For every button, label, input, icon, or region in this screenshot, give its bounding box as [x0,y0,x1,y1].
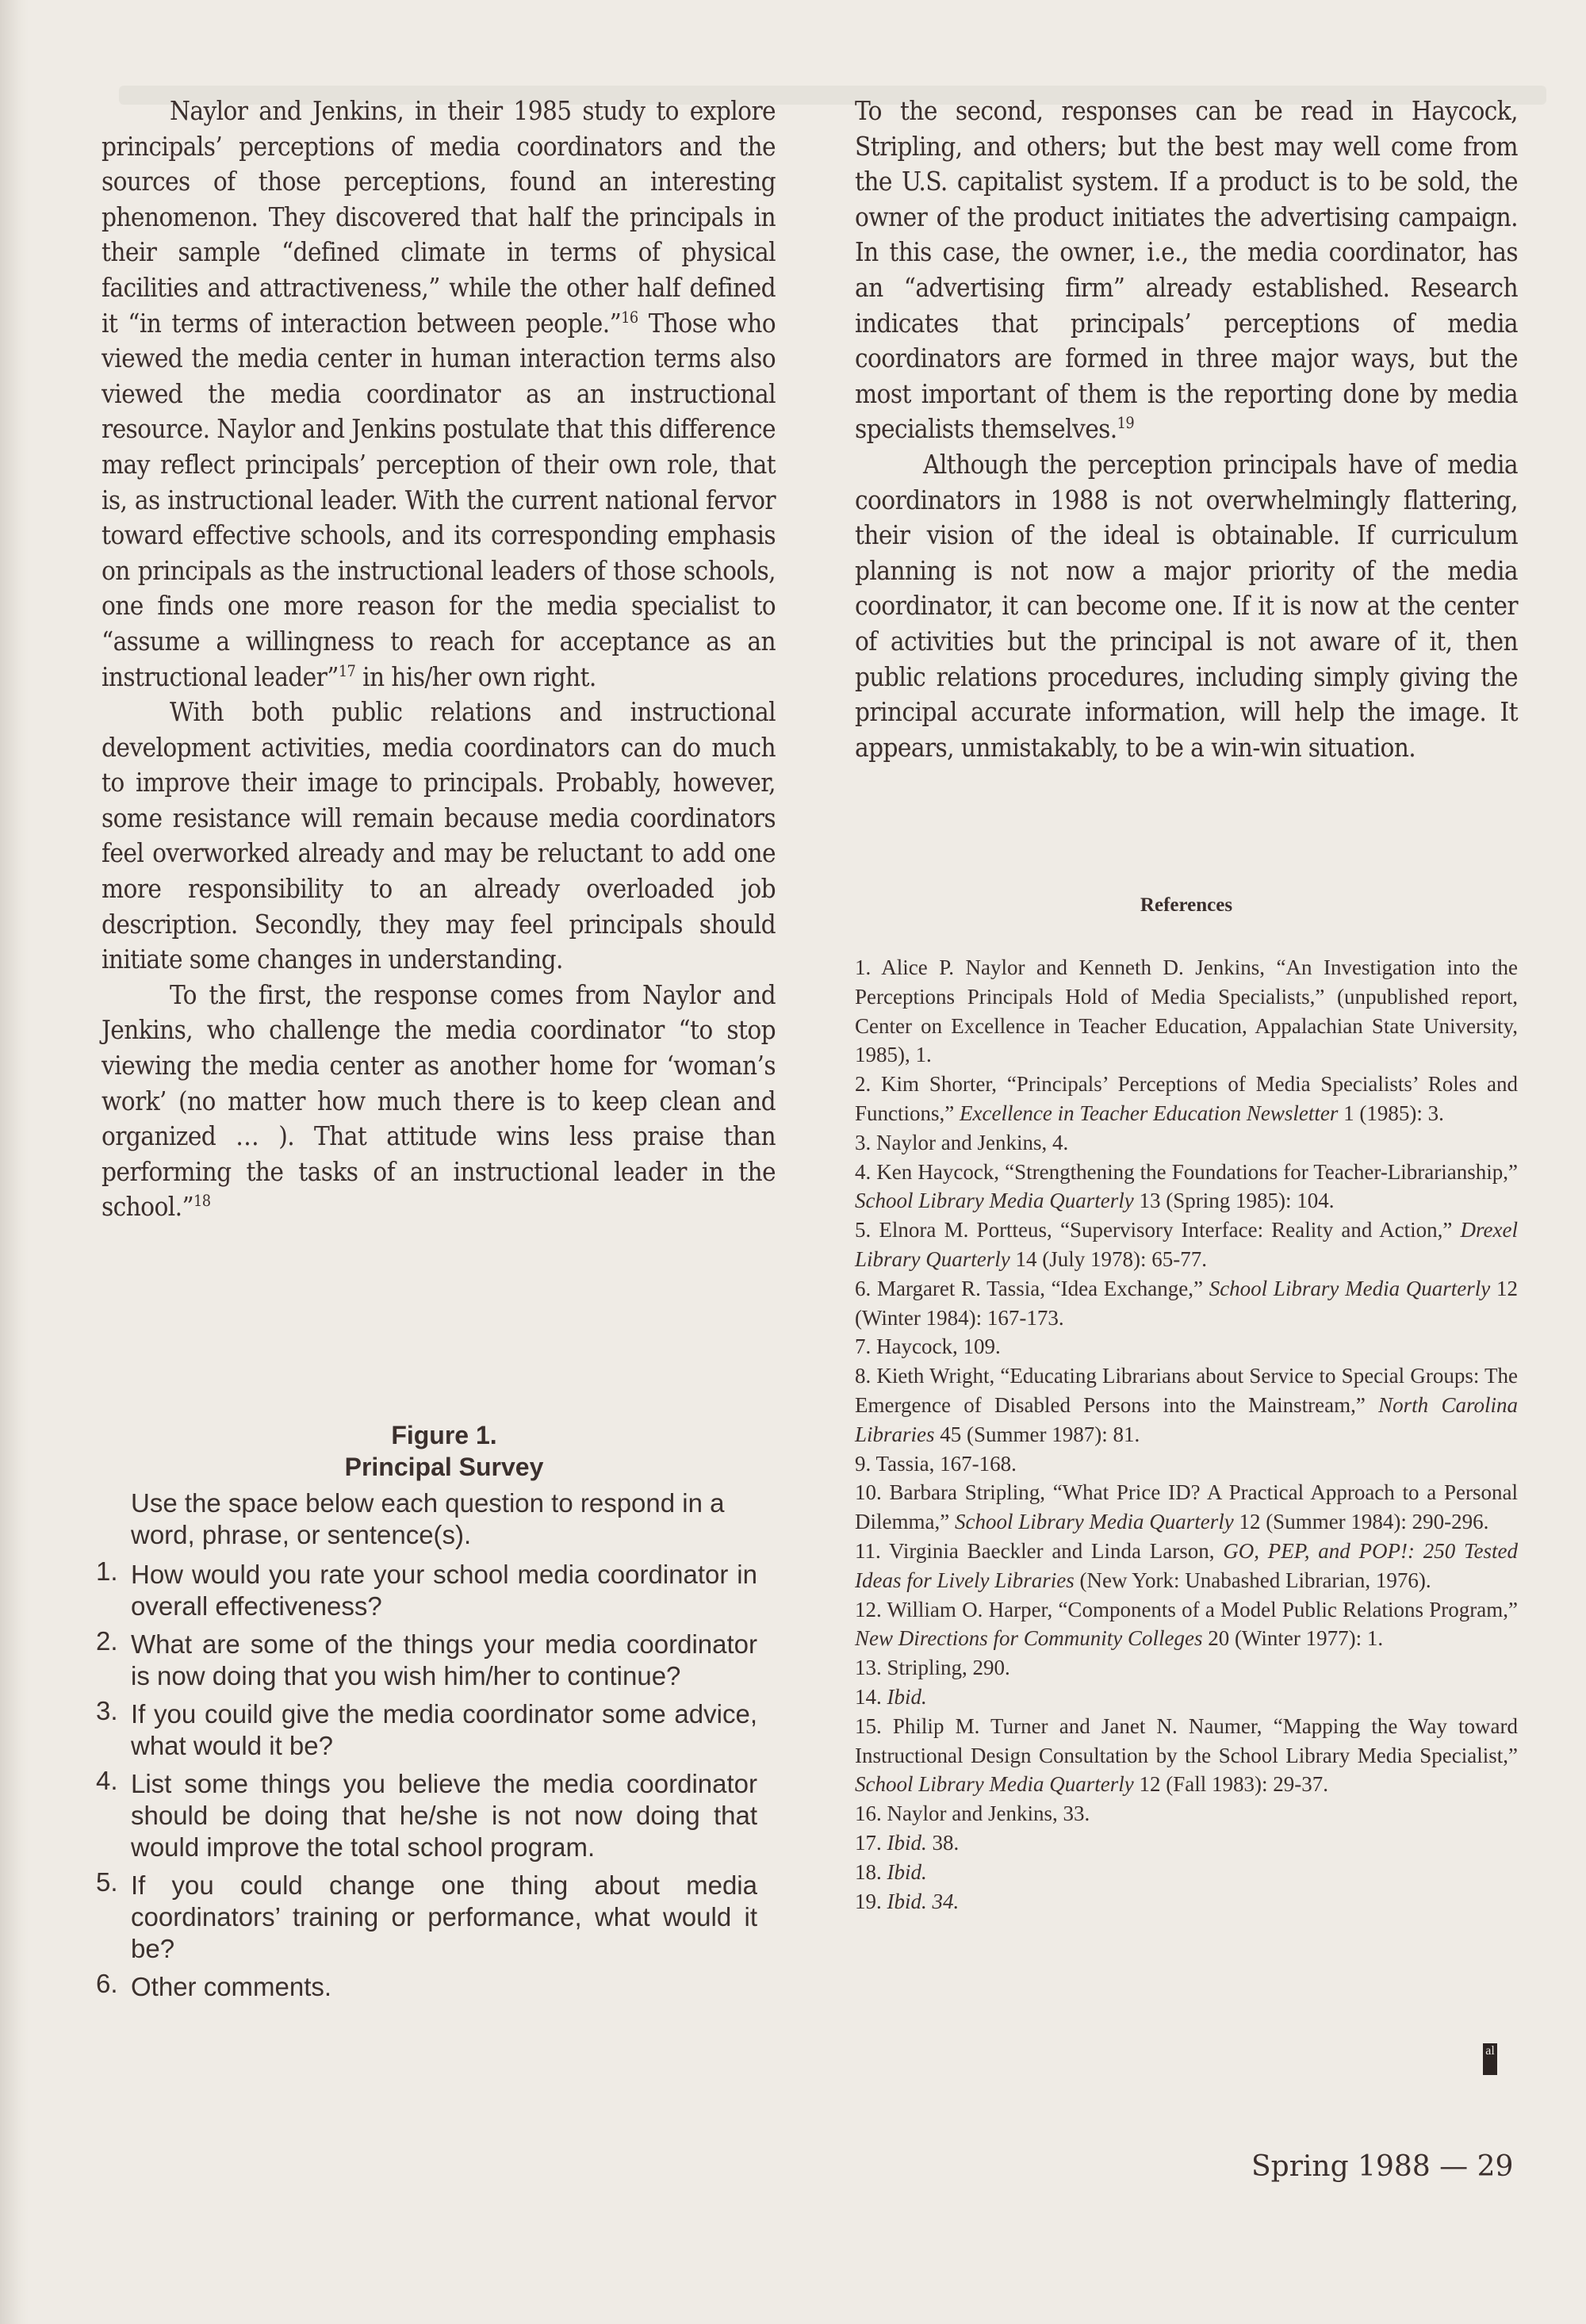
reference-item [855,1712,1518,1799]
ref-text: 20 (Winter 1977): 1. [1202,1626,1384,1651]
paragraph [855,447,1518,765]
ref-text: 14. [855,1684,887,1709]
footnote-ref: 16 [621,308,638,327]
ref-title: North Carolina Libraries [855,1392,1518,1446]
ref-text: 45 (Summer 1987): 81. [934,1422,1140,1446]
ref-text: 13. Stripling, 290. [855,1656,1010,1680]
paragraph [102,94,776,695]
paragraph [102,978,776,1225]
paragraph-text: Those who viewed the media center in human interaction terms also viewed the media coordinator as an instructional resource. Naylor and Jenkins postulate that this difference may reflect principals’ perception of their own role, that is, as instructional leader. With the current national fervor toward effective schools, and its corresponding emphasis on principals as the instructional leaders of those schools, one finds one more reason for the media specialist to “assume a willingness to reach for acceptance as an instructional leader” [102,307,776,692]
ref-text: 2. Kim Shorter, “Principals’ Perceptions of Media Specialists’ Roles and Functions,” [855,1072,1518,1125]
page-gutter-shadow [0,0,29,2324]
reference-item [855,1274,1518,1333]
ref-text: 9. Tassia, 167-168. [855,1451,1017,1476]
ref-text: 11. Virginia Baeckler and Linda Larson, [855,1538,1224,1563]
question-number: 6. [96,1969,118,1998]
survey-question [96,1556,757,1622]
ref-text: 1 (1985): 3. [1338,1101,1444,1125]
paragraph-text: To the first, the response comes from Naylor and Jenkins, who challenge the media coordinator “to stop viewing the media center as another home for ‘woman’s work’ (no matter how much there is to keep clean and organized … ). That attitude wins less praise than performing the tasks of an instructional leader in the school.” [102,978,776,1223]
reference-item [855,1449,1518,1479]
reference-item [855,1653,1518,1683]
figure-title: Principal Survey [344,1453,544,1481]
survey-question [96,1867,757,1965]
ref-text: 12 (Summer 1984): 290-296. [1233,1510,1489,1534]
question-text: If you could change one thing about media coordinators’ training or performance, what would it be? [131,1870,757,1963]
ref-text: 13 (Spring 1985): 104. [1133,1189,1335,1213]
figure-principal-survey [96,1419,757,2009]
paragraph-text: Although the perception principals have of media coordinators in 1988 is not overwhelmingly flattering, their vision of the ideal is obtainable. If curriculum planning is not now a major priority of the media coordinator, it can become one. If it is now at the center of activities but the principal is not aware of it, then public relations procedures, including simply giving the principal accurate information, will help the image. It appears, unmistakably, to be a win-win situation. [855,448,1518,763]
figure-instructions: Use the space below each question to respond in a word, phrase, or sentence(s). [131,1488,725,1549]
ref-text: 12. William O. Harper, “Components of a Model Public Relations Program,” [855,1597,1518,1621]
ref-text: 14 (July 1978): 65-77. [1009,1246,1207,1271]
ref-text: 8. Kieth Wright, “Educating Librarians about Service to Special Groups: The Emergence of Disabled Persons into the Mainstream,” [855,1364,1518,1417]
question-number: 1. [96,1556,118,1586]
question-text: How would you rate your school media coordinator in overall effectiveness? [131,1560,757,1621]
ref-text: 17. [855,1830,887,1855]
ref-text: 3. Naylor and Jenkins, 4. [855,1130,1069,1154]
reference-item [855,1683,1518,1712]
page-footer: Spring 1988 — 29 [1251,2150,1514,2183]
question-number: 5. [96,1867,118,1897]
question-number: 2. [96,1626,118,1656]
ref-text: 12 (Winter 1984): 167-173. [855,1276,1518,1330]
references-list [855,953,1518,1916]
references-heading: References [1140,894,1233,916]
question-text: If you couild give the media coordinator some advice, what would it be? [131,1699,757,1760]
ref-text: 1. Alice P. Naylor and Kenneth D. Jenkins, “An Investigation into the Perceptions Principals Hold of Media Specialists,” (unpublished report, Center on Excellence in Teacher Education, Appalachian State University, 1985), 1. [855,955,1518,1067]
ref-text: 10. Barbara Stripling, “What Price ID? A Practical Approach to a Personal Dilemma,” [855,1480,1518,1534]
survey-question [96,1969,757,2003]
ref-title: Ibid. [887,1859,927,1884]
reference-item [855,1216,1518,1274]
reference-item [855,1332,1518,1361]
ref-title: Drexel Library Quarterly [855,1218,1518,1271]
ref-title: GO, PEP, and POP!: 250 Tested Ideas for Lively Libraries [855,1538,1518,1592]
ref-title: Ibid. [887,1830,927,1855]
reference-item [855,1828,1518,1858]
ref-title: School Library Media Quarterly [855,1189,1134,1213]
survey-question [96,1626,757,1692]
reference-item [855,953,1518,1070]
footnote-ref: 19 [1117,414,1135,433]
reference-item [855,1478,1518,1537]
end-of-article-logo-icon: al [1483,2043,1497,2075]
ref-title: Ibid. 34. [887,1889,960,1913]
left-column [102,94,776,1225]
ref-text: 12 (Fall 1983): 29-37. [1133,1772,1328,1797]
ref-text: 5. Elnora M. Portteus, “Supervisory Interface: Reality and Action,” [855,1218,1461,1242]
paragraph-text: Naylor and Jenkins, in their 1985 study to explore principals’ perceptions of media coordinators and the sources of those perceptions, found an interesting phenomenon. They discovered that half the principals in their sample “defined climate in terms of physical facilities and attractiveness,” while the other half defined it “in terms of interaction between people.” [102,95,776,339]
ref-text: 4. Ken Haycock, “Strengthening the Foundations for Teacher-Librarianship,” [855,1159,1518,1184]
ref-title: Ibid. [887,1684,927,1709]
paragraph [102,695,776,978]
paragraph [855,94,1518,447]
question-text: List some things you believe the media coordinator should be doing that he/she is not now doing that would improve the total school program. [131,1769,757,1862]
ref-text: 19. [855,1889,887,1913]
reference-item [855,1595,1518,1654]
ref-text: 6. Margaret R. Tassia, “Idea Exchange,” [855,1276,1209,1300]
right-column [855,94,1518,765]
ref-title: School Library Media Quarterly [954,1510,1234,1534]
ref-title: New Directions for Community Colleges [855,1626,1203,1651]
reference-item [855,1537,1518,1595]
ref-text: 7. Haycock, 109. [855,1334,1001,1359]
reference-item [855,1128,1518,1158]
ref-title: Excellence in Teacher Education Newsletter [960,1101,1339,1125]
ref-text: 18. [855,1859,887,1884]
reference-item [855,1361,1518,1449]
ref-text: 38. [926,1830,960,1855]
footnote-ref: 17 [338,661,356,680]
paragraph-text: With both public relations and instructional development activities, media coordinators can do much to improve their image to principals. Probably, however, some resistance will remain because media coordinators feel overworked already and may be reluctant to add one more responsibility to an already overloaded job description. Secondly, they may feel principals should initiate some changes in understanding. [102,696,776,975]
reference-item [855,1070,1518,1128]
reference-item [855,1799,1518,1828]
question-text: Other comments. [131,1972,332,2001]
question-text: What are some of the things your media coordinator is now doing that you wish him/her to continue? [131,1629,757,1690]
paragraph-text: To the second, responses can be read in Haycock, Stripling, and others; but the best may well come from the U.S. capitalist system. If a product is to be sold, the owner of the product initiates the advertising campaign. In this case, the owner, i.e., the media coordinator, has an “advertising firm” already established. Research indicates that principals’ perceptions of media coordinators are formed in three major ways, but the most important of them is the reporting done by media specialists themselves. [855,95,1518,445]
question-number: 4. [96,1766,118,1795]
ref-text: (New York: Unabashed Librarian, 1976). [1074,1568,1431,1592]
reference-item [855,1858,1518,1887]
figure-label: Figure 1. [391,1421,497,1449]
survey-question [96,1696,757,1762]
reference-item [855,1887,1518,1916]
ref-title: School Library Media Quarterly [855,1772,1134,1797]
ref-title: School Library Media Quarterly [1209,1276,1491,1300]
footnote-ref: 18 [193,1192,211,1211]
ref-text: 15. Philip M. Turner and Janet N. Naumer, “Mapping the Way toward Instructional Design Consultation by the School Library Media Specialist,” [855,1713,1518,1767]
paragraph-text: in his/her own right. [355,660,596,692]
question-number: 3. [96,1696,118,1725]
reference-item [855,1158,1518,1216]
ref-text: 16. Naylor and Jenkins, 33. [855,1801,1090,1826]
survey-question [96,1766,757,1863]
